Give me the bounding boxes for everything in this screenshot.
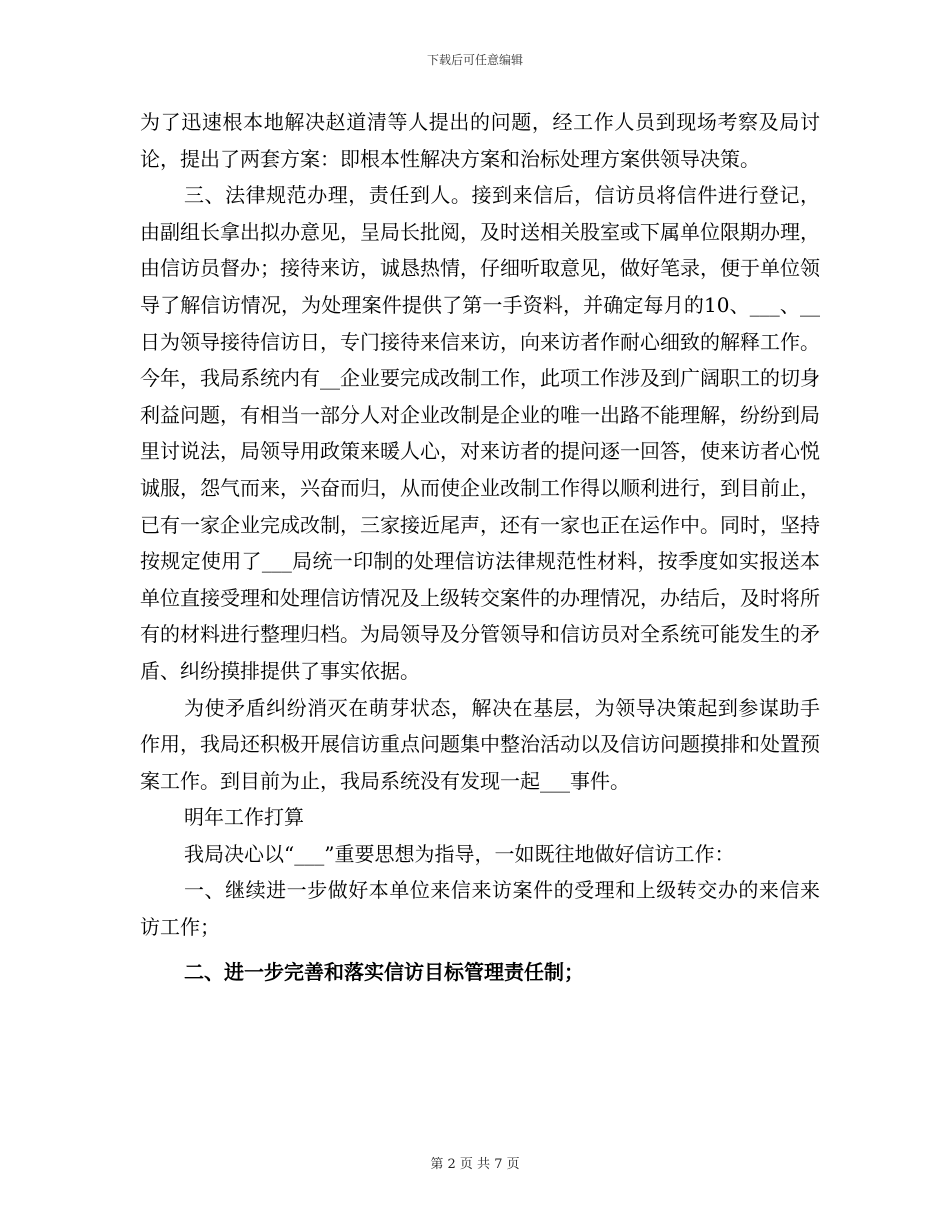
page-number: 第 2 页 共 7 页 bbox=[430, 1157, 520, 1172]
paragraph-section-three: 三、法律规范办理，责任到人。接到来信后，信访员将信件进行登记，由副组长拿出拟办意见，呈局长批阅，及时送相关股室或下属单位限期办理，由信访员督办；接待来访，诚恳热情，仔细听取意见，做好笔录，便于单位领导了解信访情况，为处理案件提供了第一手资料，并确定每月的10、___、__日为领导接待信访日，专门接待来信来访，向来访者作耐心细致的解释工作。今年，我局系统内有__企业要完成改制工作，此项工作涉及到广阔职工的切身利益问题，有相当一部分人对企业改制是企业的唯一出路不能理解，纷纷到局里讨说法，局领导用政策来暖人心，对来访者的提问逐一回答，使来访者心悦诚服，怨气而来，兴奋而归，从而使企业改制工作得以顺利进行，到目前止，已有一家企业完成改制，三家接近尾声，还有一家也正在运作中。同时，坚持按规定使用了___局统一印制的处理信访法律规范性材料，按季度如实报送本单位直接受理和处理信访情况及上级转交案件的办理情况，办结后，及时将所有的材料进行整理归档。为局领导及分管领导和信访员对全系统可能发生的矛盾、纠纷摸排提供了事实依据。 bbox=[140, 183, 820, 683]
paragraph-plan-item-one: 一、继续进一步做好本单位来信来访案件的受理和上级转交办的来信来访工作； bbox=[140, 878, 820, 940]
heading-next-year-plan: 明年工作打算 bbox=[184, 805, 304, 830]
paragraph-plan-item-two: 二、进一步完善和落实信访目标管理责任制； bbox=[184, 959, 584, 984]
document-body bbox=[140, 104, 820, 990]
paragraph-guiding-idea: 我局决心以“___”重要思想为指导，一如既往地做好信访工作： bbox=[184, 841, 735, 866]
paragraph-continuation: 为了迅速根本地解决赵道清等人提出的问题，经工作人员到现场考察及局讨论，提出了两套方案：即根本性解决方案和治标处理方案供领导决策。 bbox=[140, 110, 820, 171]
paragraph-dispute-prevention: 为使矛盾纠纷消灭在萌芽状态，解决在基层，为领导决策起到参谋助手作用，我局还积极开展信访重点问题集中整治活动以及信访问题摸排和处置预案工作。到目前为止，我局系统没有发现一起___事件。 bbox=[140, 695, 820, 793]
page-header-note: 下载后可任意编辑 bbox=[426, 53, 523, 67]
